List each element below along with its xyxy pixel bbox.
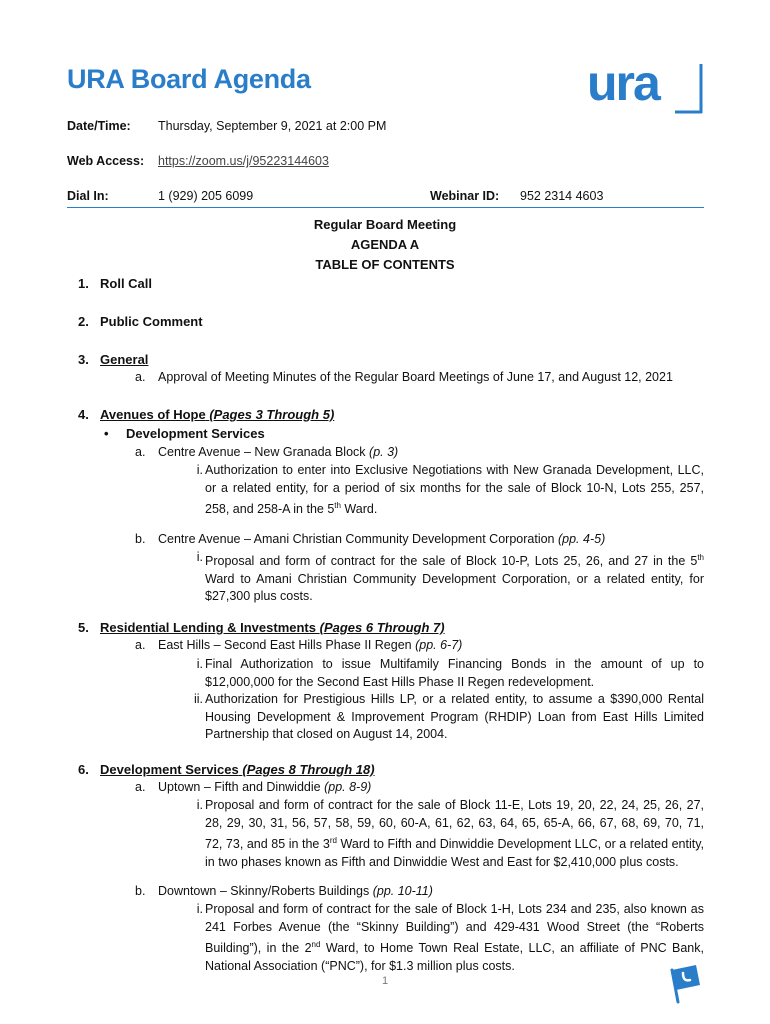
list-item: a. Centre Avenue – New Granada Block (p. 3): [135, 445, 399, 459]
section-avenues-of-hope: 4. Avenues of Hope (Pages 3 Through 5): [78, 407, 335, 422]
list-item: b. Centre Avenue – Amani Christian Community Development Corporation (pp. 4-5): [135, 532, 606, 546]
header-divider: [67, 207, 704, 208]
dial-label: Dial In:: [67, 189, 109, 203]
section-roll-call: 1. Roll Call: [78, 276, 153, 291]
web-label: Web Access:: [67, 154, 145, 168]
list-item: b. Downtown – Skinny/Roberts Buildings (pp. 10-11): [135, 884, 433, 898]
agenda-item: i. Proposal and form of contract for the sale of Block 11-E, Lots 19, 20, 22, 24, 25, 26, 27, 28, 29, 30, 31, 56, 57, 58, 59, 60, 60-A, 61, 62, 63, 64, 65, 65-A, 66, 67, 68, 69, 70, 71, 72, 73, and 85 in the 3rd Ward to Fifth and Dinwiddie Development LLC, or a related entity, in two phases known as Fifth and Dinwiddie West and East for $2,410,000 plus costs.: [196, 798, 704, 869]
section-general: 3. General: [78, 352, 149, 367]
agenda-item: i. Proposal and form of contract for the sale of Block 10-P, Lots 25, 26, and 27 in the 5th Ward to Amani Christian Community Development Corporation, or a related entity, for $27,300 plus costs.: [196, 550, 704, 604]
ura-logo: [587, 60, 705, 116]
webinar-label: Webinar ID:: [430, 189, 500, 203]
date-label: Date/Time:: [67, 119, 131, 133]
agenda-item: i. Authorization to enter into Exclusive Negotiations with New Granada Development, LLC, or a related entity, for a period of six months for the sale of Block 10-N, Lots 255, 257, 258, and 258-A in the 5th Ward.: [196, 463, 704, 517]
list-item: a. East Hills – Second East Hills Phase II Regen (pp. 6-7): [135, 638, 463, 652]
agenda-item: ii. Authorization for Prestigious Hills LP, or a related entity, to assume a $390,000 Rental Housing Development & Improvement Program (RHDIP) Loan from East Hills Limited Partnership that closed on August 14, 2004.: [193, 692, 704, 741]
section-development-services: 6. Development Services (Pages 8 Through 18): [78, 762, 375, 777]
logo-text: ura: [587, 60, 659, 111]
dial-row: [67, 189, 109, 203]
web-row: [67, 154, 144, 168]
list-item: a. Approval of Meeting Minutes of the Regular Board Meetings of June 17, and August 12, 2021: [135, 370, 673, 384]
list-item: a. Uptown – Fifth and Dinwiddie (pp. 8-9): [135, 780, 372, 794]
meeting-title: Regular Board Meeting: [313, 217, 457, 232]
page-title: URA Board Agenda: [67, 64, 311, 94]
agenda-item: i. Proposal and form of contract for the sale of Block 1-H, Lots 234 and 235, also known as 241 Forbes Avenue (the “Skinny Building”) and 429-431 Wood Street (the “Roberts Building”), in the 2nd Ward, to Home Town Real Estate, LLC, an affiliate of PNC Bank, National Association (“PNC”), for $1.3 million plus costs.: [196, 902, 704, 973]
agenda-item: i. Final Authorization to issue Multifamily Financing Bonds in the amount of up to $12,000,000 for the Second East Hills Phase II Regen redevelopment.: [196, 657, 704, 689]
section-public-comment: 2. Public Comment: [78, 314, 203, 329]
section-residential-lending: 5. Residential Lending & Investments (Pages 6 Through 7): [78, 620, 445, 635]
date-row: [67, 119, 131, 133]
ura-flag-icon: [663, 962, 705, 1004]
webinar-value: 952 2314 4603: [520, 189, 604, 203]
page-number: 1: [381, 975, 389, 987]
agenda-label: AGENDA A: [350, 237, 420, 252]
bullet-development-services: • Development Services: [104, 426, 265, 441]
date-value: Thursday, September 9, 2021 at 2:00 PM: [158, 119, 387, 133]
dial-value: 1 (929) 205 6099: [158, 189, 254, 203]
toc-label: TABLE OF CONTENTS: [315, 257, 455, 272]
zoom-link[interactable]: https://zoom.us/j/95223144603: [158, 154, 329, 168]
